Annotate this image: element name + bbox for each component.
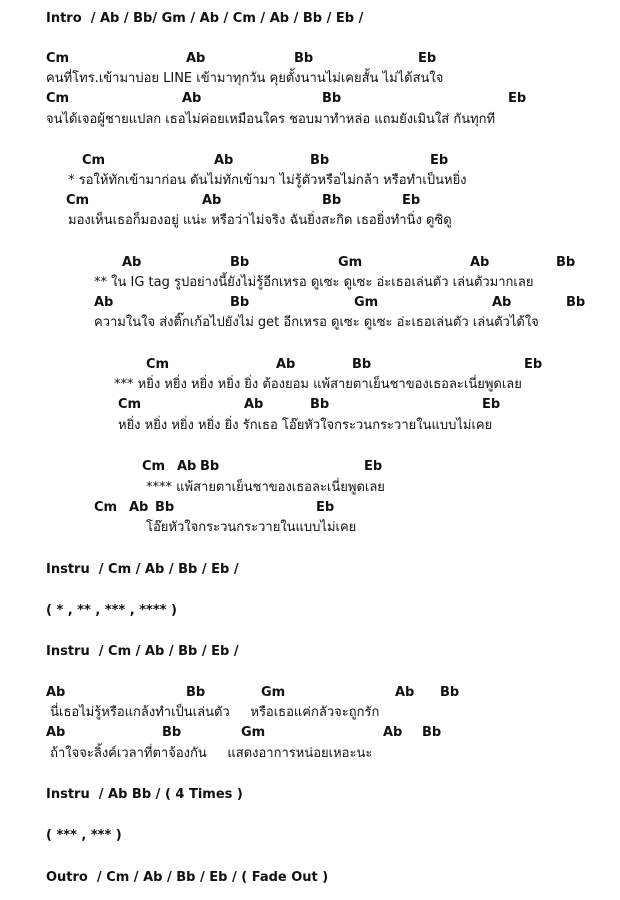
chord: Ab (492, 295, 512, 310)
lyric-line: มองเห็นเธอก็มองอยู่ แน่ะ หรือว่าไม่จริง ฉันยิ่งสะกิด เธอยิ่งทำนิ่ง ดูซิดู (68, 213, 452, 228)
chord: Bb (310, 153, 330, 168)
chord: Cm (82, 153, 106, 168)
lyric-line: * รอให้ทักเข้ามาก่อน ดันไม่ทักเข้ามา ไม่รู้ตัวหรือไม่กล้า หรือทำเป็นหยิ่ง (64, 173, 467, 188)
chord-row (0, 397, 620, 413)
chord: Ab (177, 459, 197, 474)
chord: Bb (162, 725, 182, 740)
chord: Eb (402, 193, 421, 208)
chord: Ab (182, 91, 202, 106)
chord: Bb (186, 685, 206, 700)
chord: Ab (202, 193, 222, 208)
chord: Bb (322, 193, 342, 208)
lyric-line: จนได้เจอผู้ชายแปลก เธอไม่ค่อยเหมือนใคร ชอบมาทำหล่อ แถมยังเมินใส่ กันทุกที (46, 112, 496, 127)
chord: Cm (46, 91, 70, 106)
chord: Ab (46, 725, 66, 740)
chord: Cm (66, 193, 90, 208)
chord: Gm (241, 725, 266, 740)
instru-line-1: Instru / Cm / Ab / Bb / Eb / (46, 562, 239, 577)
chord: Ab (383, 725, 403, 740)
repeat-line-2: ( *** , *** ) (46, 828, 122, 843)
chord: Gm (354, 295, 379, 310)
intro-line: Intro / Ab / Bb/ Gm / Ab / Cm / Ab / Bb / Eb / (46, 11, 364, 26)
chord-row (0, 193, 620, 209)
lyric-line: โอ๊ยหัวใจกระวนกระวายในแบบไม่เคย (146, 520, 357, 535)
lyric-line: **** แพ้สายตาเย็นชาของเธอละเนี่ยพูดเลย (146, 480, 385, 495)
chord: Eb (524, 357, 543, 372)
repeat-line-1: ( * , ** , *** , **** ) (46, 603, 177, 618)
chord: Bb (352, 357, 372, 372)
instru-line-3: Instru / Ab Bb / ( 4 Times ) (46, 787, 243, 802)
chord: Ab (395, 685, 415, 700)
chord: Ab (186, 51, 206, 66)
chord: Bb (155, 500, 175, 515)
chord-row (0, 51, 620, 67)
chord-row (0, 357, 620, 373)
chord: Cm (118, 397, 142, 412)
chord: Bb (440, 685, 460, 700)
chord: Eb (482, 397, 501, 412)
chord: Eb (316, 500, 335, 515)
chord: Cm (46, 51, 70, 66)
outro-line: Outro / Cm / Ab / Bb / Eb / ( Fade Out ) (46, 870, 329, 885)
chord: Eb (430, 153, 449, 168)
chord-row (0, 459, 620, 475)
chord-row (0, 295, 620, 311)
lyric-line: หยิ่ง หยิ่ง หยิ่ง หยิ่ง ยิ่ง รักเธอ โอ๊ยหัวใจกระวนกระวายในแบบไม่เคย (118, 418, 493, 433)
lyric-line: คนที่โทร.เข้ามาบ่อย LINE เข้ามาทุกวัน คุยตั้งนานไม่เคยสั้น ไม่ได้สนใจ (46, 71, 444, 86)
chord: Ab (94, 295, 114, 310)
chord: Ab (470, 255, 490, 270)
chord: Ab (129, 500, 149, 515)
chord: Eb (508, 91, 527, 106)
chord: Cm (146, 357, 170, 372)
chord-row (0, 500, 620, 516)
lyric-line: ** ใน IG tag รูปอย่างนี้ยังไม่รู้อีกเหรอ ดูเซะ ดูเซะ อ่ะเธอเล่นตัว เล่นตัวมากเลย (94, 275, 534, 290)
chord-row (0, 255, 620, 271)
chord-row (0, 91, 620, 107)
chord-row (0, 153, 620, 169)
chord: Cm (94, 500, 118, 515)
chord: Bb (422, 725, 442, 740)
chord: Bb (566, 295, 586, 310)
chord: Gm (261, 685, 286, 700)
chord: Ab (122, 255, 142, 270)
chord: Eb (364, 459, 383, 474)
chord-row (0, 685, 620, 701)
chord: Cm (142, 459, 166, 474)
chord: Bb (322, 91, 342, 106)
lyric-line: นี่เธอไม่รู้หรือแกล้งทำเป็นเล่นตัว หรือเธอแค่กลัวจะถูกรัก (46, 705, 380, 720)
chord: Ab (276, 357, 296, 372)
instru-line-2: Instru / Cm / Ab / Bb / Eb / (46, 644, 239, 659)
chord: Ab (46, 685, 66, 700)
chord: Bb (294, 51, 314, 66)
chord: Bb (230, 255, 250, 270)
chord: Bb (200, 459, 220, 474)
lyric-line: ความในใจ ส่งติ๊กเก้อไปยังไม่ get อีกเหรอ ดูเซะ ดูเซะ อ่ะเธอเล่นตัว เล่นตัวได้ใจ (94, 315, 539, 330)
chord: Eb (418, 51, 437, 66)
chord: Bb (230, 295, 250, 310)
chord: Bb (310, 397, 330, 412)
chord: Bb (556, 255, 576, 270)
chord-row (0, 725, 620, 741)
chord: Gm (338, 255, 363, 270)
chord: Ab (214, 153, 234, 168)
lyric-line: ถ้าใจจะลิ้งค์เวลาที่ตาจ้องกัน แสดงอาการหน่อยเหอะนะ (46, 746, 373, 761)
chord: Ab (244, 397, 264, 412)
lyric-line: *** หยิ่ง หยิ่ง หยิ่ง หยิ่ง ยิ่ง ต้องยอม แพ้สายตาเย็นชาของเธอละเนี่ยพูดเลย (114, 377, 522, 392)
